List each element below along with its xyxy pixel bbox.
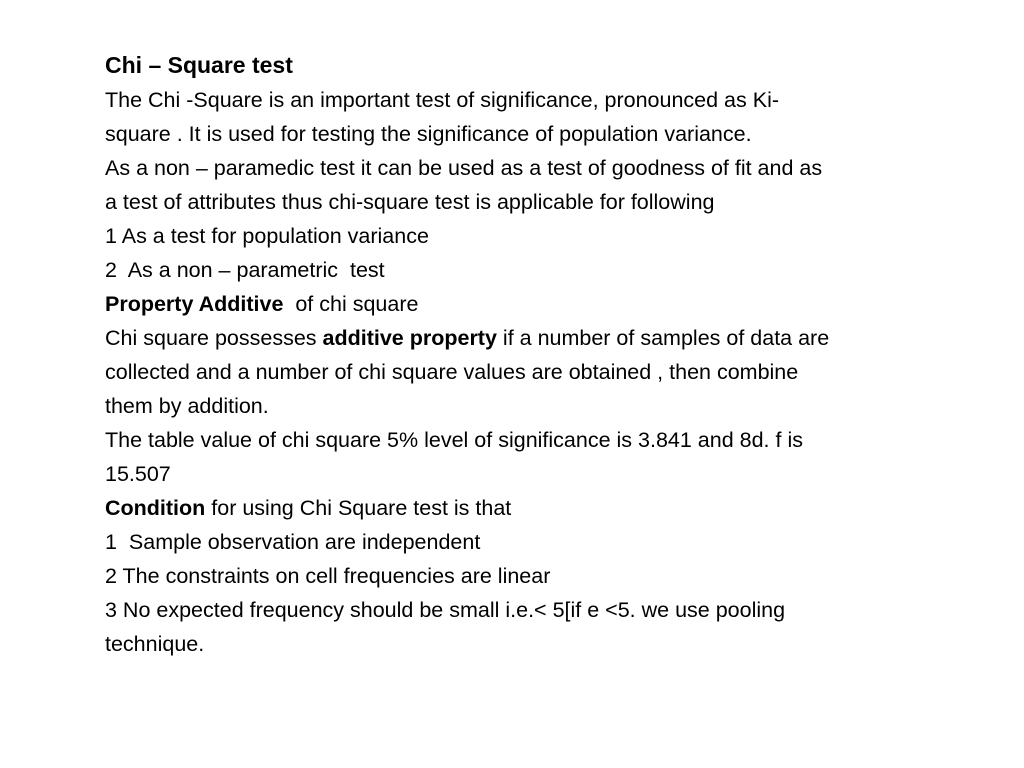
- text-segment: collected and a number of chi square values are obtained , then combine: [105, 360, 799, 384]
- bold-text: Property Additive: [105, 292, 284, 316]
- text-line: [105, 219, 985, 253]
- text-line: [105, 559, 985, 593]
- text-segment: The table value of chi square 5% level of significance is 3.841 and 8d. f is: [105, 428, 803, 452]
- text-segment: 15.507: [105, 462, 171, 486]
- text-line: [105, 355, 985, 389]
- text-segment: of chi square: [283, 292, 419, 316]
- text-segment: The Chi -Square is an important test of significance, pronounced as Ki-: [105, 88, 780, 112]
- slide-title: Chi – Square test: [105, 52, 293, 78]
- text-segment: 1 As a test for population variance: [105, 224, 429, 248]
- text-segment: 2 As a non – parametric test: [105, 258, 385, 282]
- text-line: [105, 151, 985, 185]
- text-line: [105, 457, 985, 491]
- body-text: [105, 83, 985, 661]
- text-segment: a test of attributes thus chi-square test is applicable for following: [105, 190, 715, 214]
- text-line: [105, 185, 985, 219]
- text-segment: technique.: [105, 632, 205, 656]
- text-line: [105, 117, 985, 151]
- text-line: [105, 423, 985, 457]
- text-line: [105, 389, 985, 423]
- text-segment: if a number of samples of data are: [496, 326, 830, 350]
- text-line: [105, 627, 985, 661]
- text-line: [105, 321, 985, 355]
- text-segment: for using Chi Square test is that: [205, 496, 512, 520]
- slide-content: [105, 47, 985, 661]
- text-segment: 1 Sample observation are independent: [105, 530, 481, 554]
- text-line: [105, 287, 985, 321]
- text-segment: As a non – paramedic test it can be used as a test of goodness of fit and as: [105, 156, 823, 180]
- text-segment: 2 The constraints on cell frequencies are linear: [105, 564, 551, 588]
- text-line: [105, 525, 985, 559]
- bold-text: additive property: [322, 326, 497, 350]
- text-segment: 3 No expected frequency should be small i.e.< 5[if e <5. we use pooling: [105, 598, 786, 622]
- text-line: [105, 491, 985, 525]
- bold-text: Condition: [105, 496, 206, 520]
- text-line: [105, 593, 985, 627]
- text-segment: them by addition.: [105, 394, 269, 418]
- text-line: [105, 253, 985, 287]
- text-line: [105, 83, 985, 117]
- text-segment: square . It is used for testing the significance of population variance.: [105, 122, 752, 146]
- text-segment: Chi square possesses: [105, 326, 323, 350]
